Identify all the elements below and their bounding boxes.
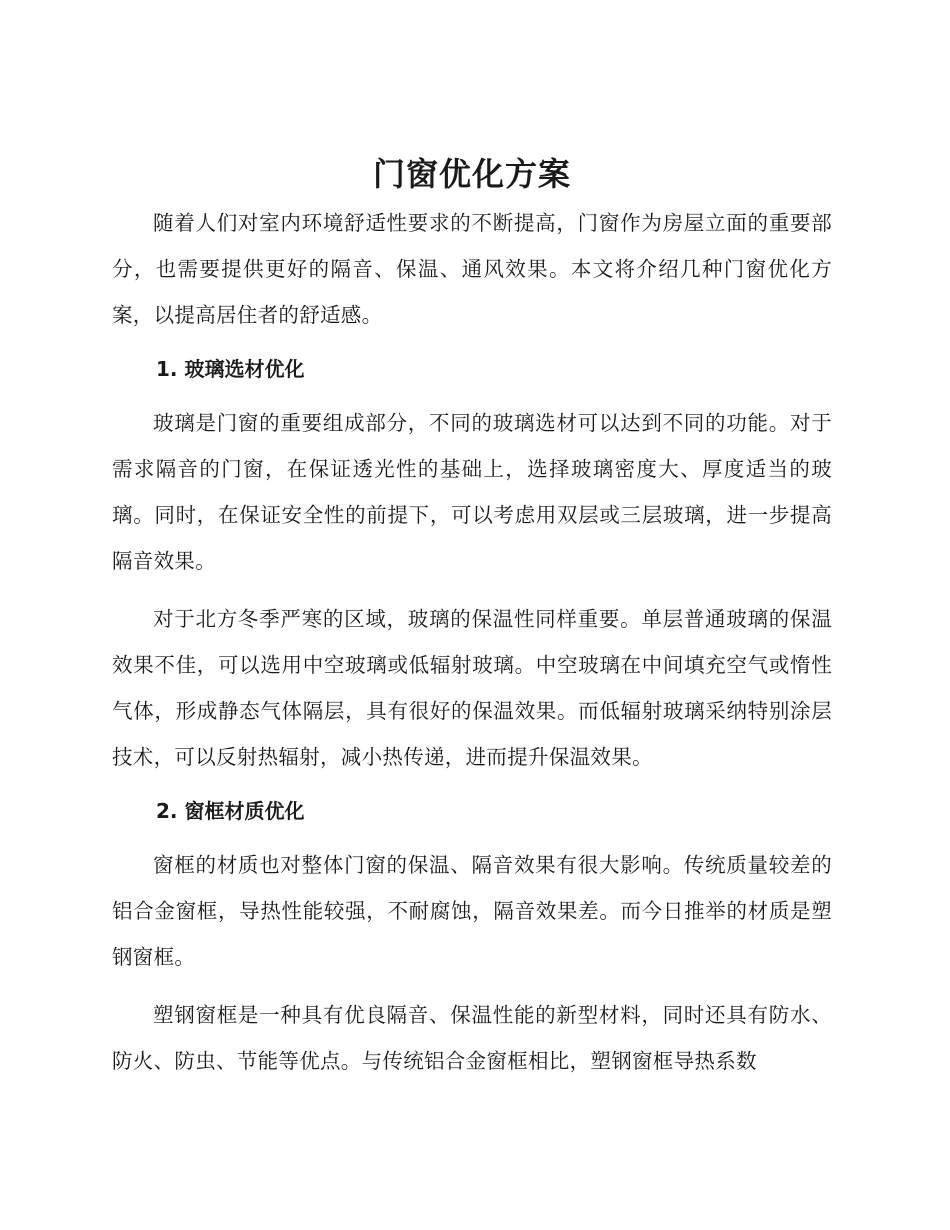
section-heading-glass: 1. 玻璃选材优化 — [156, 357, 305, 381]
section-heading-frame: 2. 窗框材质优化 — [156, 799, 305, 823]
document-title: 门窗优化方案 — [372, 155, 571, 193]
frame-paragraph-1: 窗框的材质也对整体门窗的保温、隔音效果有很大影响。传统质量较差的铝合金窗框，导热性能较强，不耐腐蚀，隔音效果差。而今日推举的材质是塑钢窗框。 — [112, 853, 832, 969]
frame-paragraph-2: 塑钢窗框是一种具有优良隔音、保温性能的新型材料，同时还具有防水、防火、防虫、节能等优点。与传统铝合金窗框相比，塑钢窗框导热系数 — [112, 1003, 832, 1073]
document-page — [112, 148, 832, 1084]
glass-paragraph-2: 对于北方冬季严寒的区域，玻璃的保温性同样重要。单层普通玻璃的保温效果不佳，可以选用中空玻璃或低辐射玻璃。中空玻璃在中间填充空气或惰性气体，形成静态气体隔层，具有很好的保温效果。而低辐射玻璃采纳特别涂层技术，可以反射热辐射，减小热传递，进而提升保温效果。 — [112, 607, 832, 769]
glass-paragraph-1: 玻璃是门窗的重要组成部分，不同的玻璃选材可以达到不同的功能。对于需求隔音的门窗，在保证透光性的基础上，选择玻璃密度大、厚度适当的玻璃。同时，在保证安全性的前提下，可以考虑用双层或三层玻璃，进一步提高隔音效果。 — [112, 411, 832, 573]
intro-paragraph: 随着人们对室内环境舒适性要求的不断提高，门窗作为房屋立面的重要部分，也需要提供更好的隔音、保温、通风效果。本文将介绍几种门窗优化方案，以提高居住者的舒适感。 — [112, 211, 832, 327]
